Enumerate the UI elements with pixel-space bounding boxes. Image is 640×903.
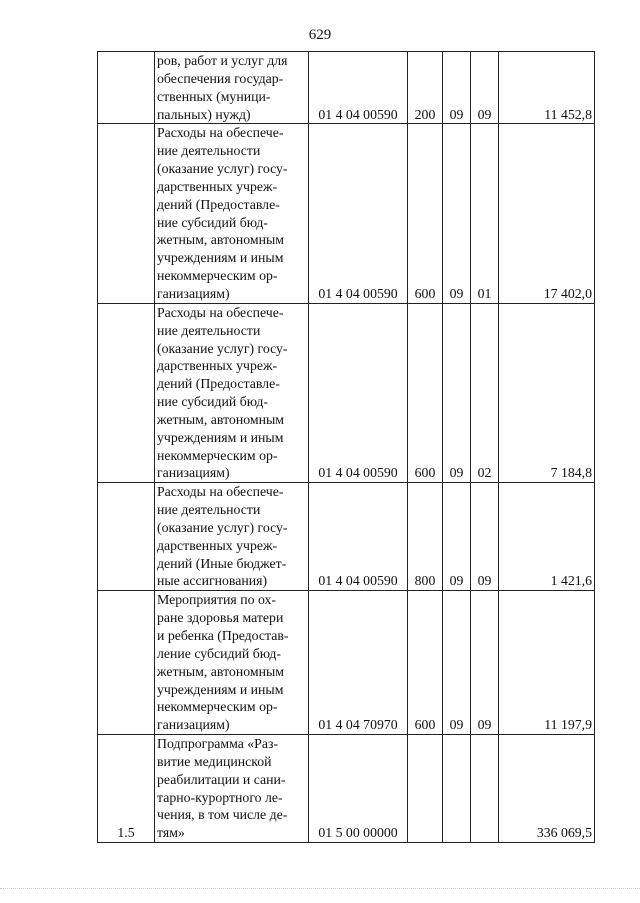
row-name-line: чения, в том числе де- [157,807,288,823]
row-number-cell [98,124,155,303]
row-name-line: пальных) нужд) [157,106,251,122]
row-amount-cell: 11 452,8 [499,52,595,124]
table-row [98,124,595,303]
row-name-line: дарственных учреж- [157,537,278,553]
row-name-line: дарственных учреж- [157,358,278,374]
row-amount-cell: 11 197,9 [499,591,595,735]
row-expense-type-cell: 800 [408,483,443,591]
row-amount-cell: 1 421,6 [499,483,595,591]
row-amount-cell: 17 402,0 [499,124,595,303]
table-row [98,52,595,124]
row-number-cell [98,483,155,591]
row-name-line: ние деятельности [157,143,261,159]
row-name-line: (оказание услуг) госу- [157,519,288,535]
row-name-line: дарственных учреж- [157,178,278,194]
row-name-cell [155,124,309,303]
row-name-line: ние субсидий бюд- [157,214,269,230]
row-name-line: ганизациям) [157,465,230,481]
row-name-line: ные ассигнования) [157,573,268,589]
row-target-article-cell: 01 5 00 00000 [309,735,408,843]
row-target-article-cell: 01 4 04 00590 [309,303,408,482]
row-section-cell: 09 [443,52,471,124]
budget-table [97,51,595,843]
row-name-line: тям» [157,825,185,841]
row-name-line: некоммерческим ор- [157,268,278,284]
row-section-cell: 09 [443,303,471,482]
row-name-line: (оказание услуг) госу- [157,161,288,177]
row-section-cell [443,735,471,843]
row-section-cell: 09 [443,483,471,591]
row-section-cell: 09 [443,591,471,735]
row-subsection-cell: 09 [471,591,499,735]
row-name-line: учреждениям и иным [157,250,284,266]
row-number-cell [98,303,155,482]
row-number-cell: 1.5 [98,735,155,843]
row-name-line: жетным, автономным [157,232,284,248]
row-target-article-cell: 01 4 04 70970 [309,591,408,735]
row-target-article-cell: 01 4 04 00590 [309,124,408,303]
row-name-line: реабилитации и сани- [157,771,286,787]
row-name-line: дений (Предоставле- [157,196,280,212]
row-name-line: ране здоровья матери [157,610,284,626]
row-name-line: ние деятельности [157,322,261,338]
row-name-line: некоммерческим ор- [157,699,278,715]
row-name-cell [155,735,309,843]
row-name-line: Расходы на обеспече- [157,125,284,141]
row-subsection-cell: 01 [471,124,499,303]
row-number-cell [98,591,155,735]
row-name-line: и ребенка (Предостав- [157,628,289,643]
table-row [98,483,595,591]
row-name-line: обеспечения государ- [157,70,284,86]
row-name-cell [155,591,309,735]
row-name-line: ние субсидий бюд- [157,394,269,410]
scan-noise-line [0,888,640,890]
row-target-article-cell: 01 4 04 00590 [309,483,408,591]
row-expense-type-cell: 600 [408,303,443,482]
row-name-line: (оказание услуг) госу- [157,340,288,356]
row-amount-cell: 7 184,8 [499,303,595,482]
row-name-line: жетным, автономным [157,663,284,679]
row-expense-type-cell: 600 [408,124,443,303]
row-subsection-cell: 09 [471,483,499,591]
row-name-line: Расходы на обеспече- [157,484,284,500]
row-name-line: тарно-курортного ле- [157,789,283,805]
row-target-article-cell: 01 4 04 00590 [309,52,408,124]
row-name-line: дений (Иные бюджет- [157,555,287,571]
row-amount-cell: 336 069,5 [499,735,595,843]
row-name-line: жетным, автономным [157,411,284,427]
row-name-cell [155,483,309,591]
row-name-line: ление субсидий бюд- [157,645,282,661]
row-section-cell: 09 [443,124,471,303]
row-expense-type-cell: 600 [408,591,443,735]
page-number: 629 [308,27,332,43]
row-expense-type-cell: 200 [408,52,443,124]
row-name-line: Подпрограмма «Раз- [157,736,279,752]
row-subsection-cell [471,735,499,843]
row-name-line: ние деятельности [157,502,261,518]
row-expense-type-cell [408,735,443,843]
table-row [98,735,595,843]
row-name-line: Расходы на обеспече- [157,304,284,320]
row-name-line: дений (Предоставле- [157,376,280,392]
row-name-line: учреждениям и иным [157,429,284,445]
row-name-line: некоммерческим ор- [157,447,278,463]
row-name-line: ганизациям) [157,717,230,733]
row-name-cell [155,52,309,124]
row-subsection-cell: 02 [471,303,499,482]
row-name-cell [155,303,309,482]
row-name-line: Мероприятия по ох- [157,592,277,608]
row-name-line: ров, работ и услуг для [157,53,288,68]
row-name-line: ганизациям) [157,285,230,301]
row-number-cell [98,52,155,124]
row-name-line: учреждениям и иным [157,681,284,697]
budget-table-body [98,52,595,843]
table-row [98,591,595,735]
row-name-line: витие медицинской [157,753,272,769]
table-row [98,303,595,482]
row-subsection-cell: 09 [471,52,499,124]
row-name-line: ственных (муници- [157,88,271,104]
